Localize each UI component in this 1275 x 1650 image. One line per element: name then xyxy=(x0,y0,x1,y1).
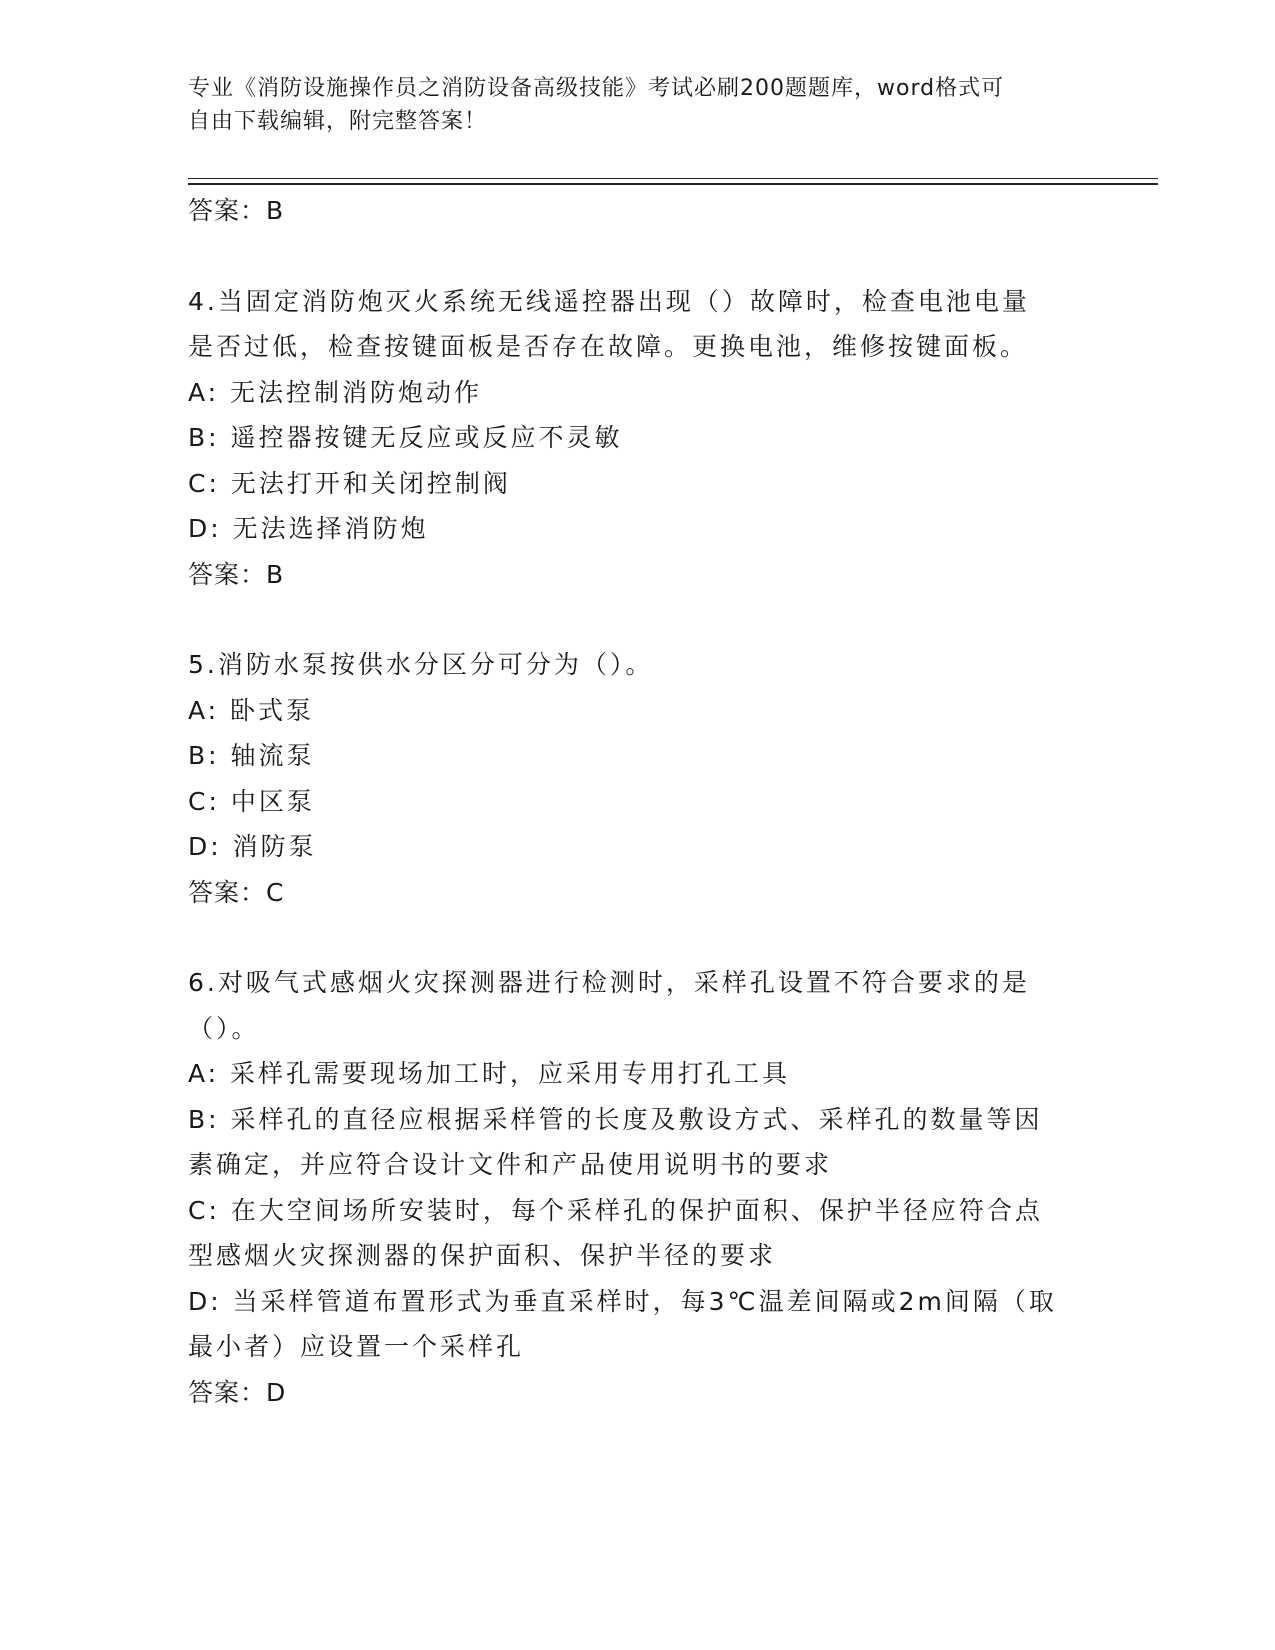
header-line-1: 专业《消防设施操作员之消防设备高级技能》考试必刷200题题库，word格式可 xyxy=(188,76,1005,101)
question-stem-line: 6.对吸气式感烟火灾探测器进行检测时，采样孔设置不符合要求的是 xyxy=(188,968,1030,997)
option-b: B: 采样孔的直径应根据采样管的长度及敷设方式、采样孔的数量等因 xyxy=(188,1104,1043,1134)
answer: 答案：B xyxy=(188,559,285,589)
answer: 答案：C xyxy=(188,877,285,907)
option-d: D: 消防泵 xyxy=(188,832,317,861)
option-c-continued: 型感烟火灾探测器的保护面积、保护半径的要求 xyxy=(188,1241,777,1270)
answer: 答案：D xyxy=(188,1377,287,1407)
option-a: A: 采样孔需要现场加工时，应采用专用打孔工具 xyxy=(188,1059,791,1088)
question-stem-line: 4.当固定消防炮灭火系统无线遥控器出现（）故障时，检查电池电量 xyxy=(188,286,1030,316)
spacer xyxy=(188,234,1088,279)
option-d: D: 当采样管道布置形式为垂直采样时，每3℃温差间隔或2m间隔（取 xyxy=(188,1286,1057,1316)
spacer xyxy=(188,597,1088,642)
option-a: A: 无法控制消防炮动作 xyxy=(188,377,483,407)
header-rule-thick xyxy=(188,183,1158,185)
option-b: B: 遥控器按键无反应或反应不灵敏 xyxy=(188,423,623,452)
option-c: C: 在大空间场所安装时，每个采样孔的保护面积、保护半径应符合点 xyxy=(188,1195,1043,1225)
question-list xyxy=(188,188,1088,1415)
header-rule-thin xyxy=(188,178,1158,179)
option-b-continued: 素确定，并应符合设计文件和产品使用说明书的要求 xyxy=(188,1150,833,1179)
question-5 xyxy=(188,642,1088,915)
option-a: A: 卧式泵 xyxy=(188,695,315,725)
option-d-continued: 最小者）应设置一个采样孔 xyxy=(188,1332,525,1361)
option-b: B: 轴流泵 xyxy=(188,741,315,770)
question-stem-line: 5.消防水泵按供水分区分可分为（）。 xyxy=(188,650,654,679)
spacer xyxy=(188,915,1088,960)
option-c: C: 中区泵 xyxy=(188,786,315,816)
page-header xyxy=(188,72,1068,138)
question-stem-line: 是否过低，检查按键面板是否存在故障。更换电池，维修按键面板。 xyxy=(188,332,1029,361)
previous-answer: 答案：B xyxy=(188,196,285,225)
option-c: C: 无法打开和关闭控制阀 xyxy=(188,468,511,498)
question-stem-line: （）。 xyxy=(188,1013,260,1043)
header-line-2: 自由下载编辑，附完整答案！ xyxy=(188,109,488,134)
question-6 xyxy=(188,960,1088,1415)
option-d: D: 无法选择消防炮 xyxy=(188,514,429,543)
question-4 xyxy=(188,279,1088,598)
